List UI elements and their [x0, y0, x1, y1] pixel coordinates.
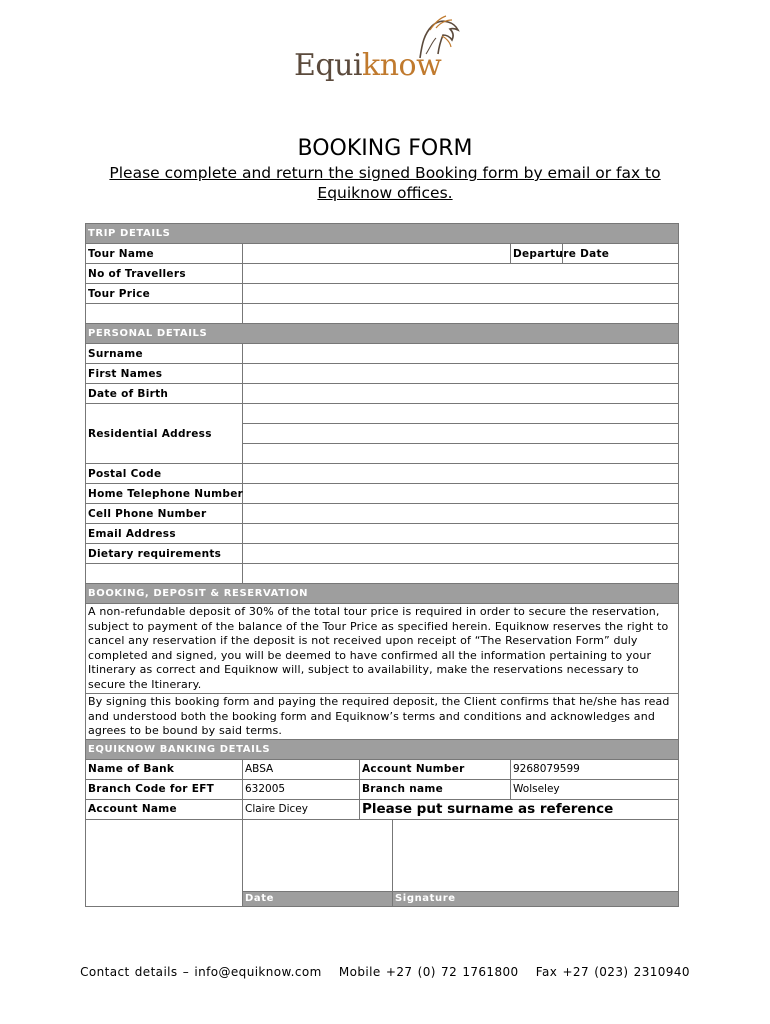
signature-label: Signature	[393, 891, 679, 906]
tour-price-field[interactable]	[243, 284, 679, 304]
address-line-1[interactable]	[243, 404, 679, 424]
dietary-label: Dietary requirements	[86, 544, 243, 564]
date-field[interactable]	[243, 819, 393, 891]
email-field[interactable]	[243, 524, 679, 544]
account-number-value: 9268079599	[511, 759, 679, 779]
postal-code-field[interactable]	[243, 464, 679, 484]
trip-details-header: TRIP DETAILS	[86, 224, 679, 244]
postal-code-label: Postal Code	[86, 464, 243, 484]
dietary-extra-field[interactable]	[243, 564, 679, 584]
travellers-field[interactable]	[243, 264, 679, 284]
account-name-label: Account Name	[86, 799, 243, 819]
bank-name-label: Name of Bank	[86, 759, 243, 779]
first-names-field[interactable]	[243, 364, 679, 384]
surname-label: Surname	[86, 344, 243, 364]
booking-deposit-header: BOOKING, DEPOSIT & RESERVATION	[86, 584, 679, 604]
logo-wordmark: Equiknow	[294, 48, 442, 83]
deposit-terms-text: A non-refundable deposit of 30% of the total tour price is required in order to secure the reservation, subject to payment of the balance of the Tour Price as specified herein. Equiknow reserves the right to cancel any reservation if the deposit is not received upon receipt of “The Reservation Form” duly completed and signed, you will be deemed to have confirmed all the information pertaining to your Itinerary as correct and Equiknow will, subject to availability, make the reservations necessary to secure the Itinerary.	[86, 604, 679, 694]
contact-mobile: Mobile +27 (0) 72 1761800	[338, 965, 519, 979]
home-phone-label: Home Telephone Number	[86, 484, 243, 504]
date-label: Date	[243, 891, 393, 906]
blank-cell	[86, 304, 243, 324]
tour-name-field[interactable]	[243, 244, 511, 264]
branch-name-value: Wolseley	[511, 779, 679, 799]
branch-code-label: Branch Code for EFT	[86, 779, 243, 799]
tour-price-label: Tour Price	[86, 284, 243, 304]
address-label: Residential Address	[86, 404, 243, 464]
cell-phone-field[interactable]	[243, 504, 679, 524]
blank-field[interactable]	[243, 304, 679, 324]
agreement-text: By signing this booking form and paying the required deposit, the Client confirms that he/she has read and understood both the booking form and Equiknow’s terms and conditions and acknowledges and agrees to be bound by said terms.	[86, 694, 679, 740]
signature-field[interactable]	[393, 819, 679, 891]
email-label: Email Address	[86, 524, 243, 544]
first-names-label: First Names	[86, 364, 243, 384]
account-number-label: Account Number	[360, 759, 511, 779]
travellers-label: No of Travellers	[86, 264, 243, 284]
home-phone-field[interactable]	[243, 484, 679, 504]
contact-fax: Fax +27 (023) 2310940	[535, 965, 690, 979]
tour-name-label: Tour Name	[86, 244, 243, 264]
contact-email: Contact details – info@equiknow.com	[80, 965, 322, 979]
dob-label: Date of Birth	[86, 384, 243, 404]
dob-field[interactable]	[243, 384, 679, 404]
blank-signature-area	[86, 819, 243, 906]
contact-footer	[0, 965, 770, 979]
dietary-field[interactable]	[243, 544, 679, 564]
reference-note: Please put surname as reference	[360, 799, 679, 819]
bank-name-value: ABSA	[243, 759, 360, 779]
booking-form-table	[85, 223, 679, 907]
branch-code-value: 632005	[243, 779, 360, 799]
page-subtitle: Please complete and return the signed Booking form by email or fax to Equiknow offices.	[109, 164, 661, 202]
personal-details-header: PERSONAL DETAILS	[86, 324, 679, 344]
blank-cell	[86, 564, 243, 584]
cell-phone-label: Cell Phone Number	[86, 504, 243, 524]
departure-date-label: Departure Date	[511, 244, 563, 264]
address-line-3[interactable]	[243, 444, 679, 464]
banking-details-header: EQUIKNOW BANKING DETAILS	[86, 739, 679, 759]
surname-field[interactable]	[243, 344, 679, 364]
address-line-2[interactable]	[243, 424, 679, 444]
account-name-value: Claire Dicey	[243, 799, 360, 819]
branch-name-label: Branch name	[360, 779, 511, 799]
equiknow-logo	[294, 14, 464, 86]
page-title: BOOKING FORM	[297, 136, 473, 161]
